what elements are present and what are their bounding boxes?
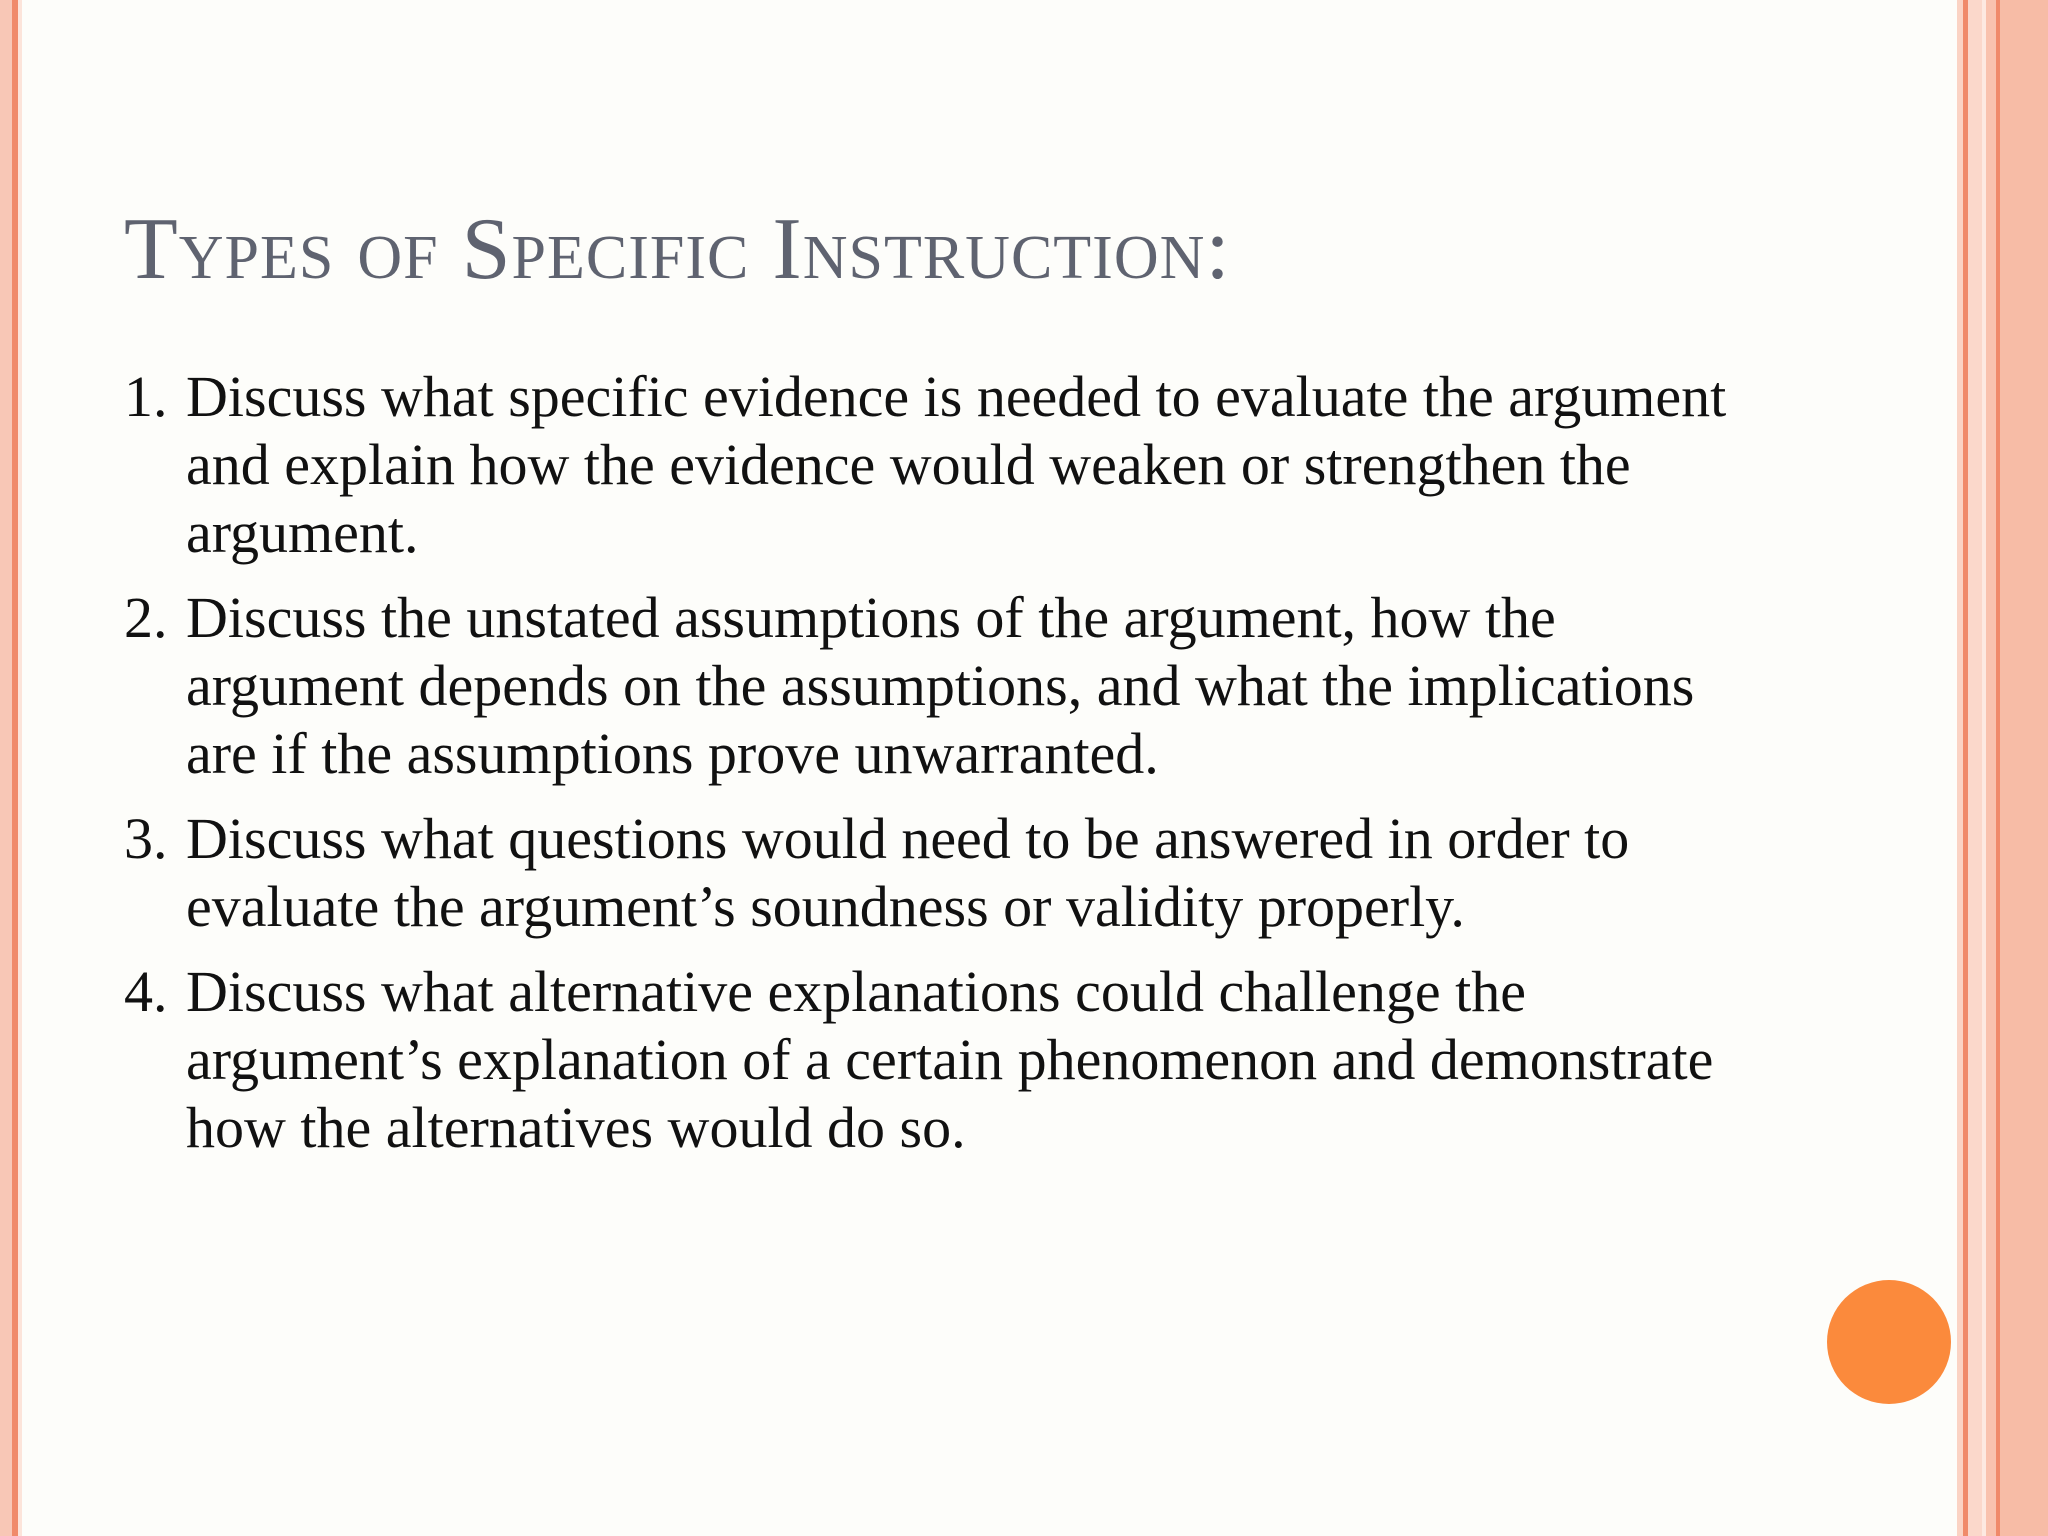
- list-item: [124, 363, 1764, 567]
- slide-title: Types of Specific Instruction:: [124, 201, 1231, 298]
- list-item: [124, 958, 1764, 1162]
- list-item: [124, 805, 1764, 941]
- list-item-number: 1.: [124, 364, 168, 429]
- right-border-band: [2000, 0, 2048, 1536]
- list-item-number: 2.: [124, 585, 168, 650]
- instruction-list: [124, 363, 1764, 1179]
- list-item-text: Discuss the unstated assumptions of the argument, how the argument depends on the assumptions, and what the implications are if the assumptions prove unwarranted.: [186, 585, 1695, 786]
- decorative-circle: [1827, 1280, 1951, 1404]
- list-item-text: Discuss what alternative explanations could challenge the argument’s explanation of a certain phenomenon and demonstrate how the alternatives would do so.: [186, 959, 1714, 1160]
- list-item-number: 4.: [124, 959, 168, 1024]
- list-item-text: Discuss what questions would need to be answered in order to evaluate the argument’s soundness or validity properly.: [186, 806, 1630, 939]
- list-item-text: Discuss what specific evidence is needed to evaluate the argument and explain how the evidence would weaken or strengthen the argument.: [186, 364, 1727, 565]
- left-border-stripe: [0, 0, 12, 1536]
- list-item-number: 3.: [124, 806, 168, 871]
- right-border-stripe: [1968, 0, 1982, 1536]
- right-border-stripe: [1986, 0, 1996, 1536]
- list-item: [124, 584, 1764, 788]
- left-border-highlight: [18, 0, 22, 1536]
